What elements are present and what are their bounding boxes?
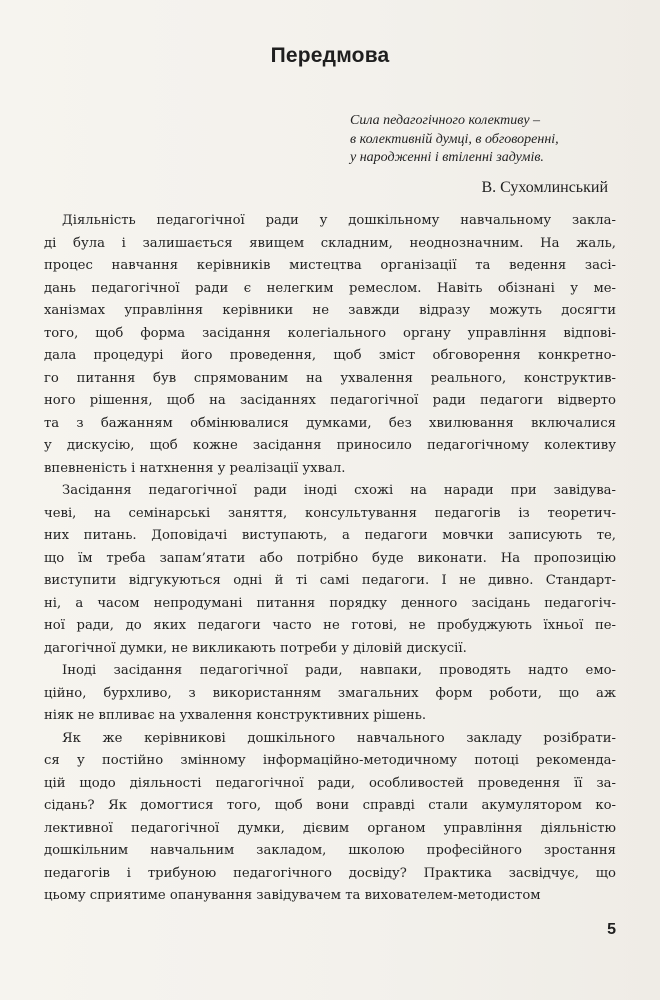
text-line: ханізмах управління керівники не завжди відразу можуть досягти: [44, 303, 616, 318]
paragraph-4: [44, 728, 616, 908]
paragraph-1: [44, 210, 616, 480]
text-line: педагогів і трибуною педагогічного досвіду? Практика засвідчує, що: [44, 865, 616, 881]
epigraph-line: в колективній думці, в обговоренні,: [350, 131, 559, 147]
text-line: ного рішення, щоб на засіданнях педагогічної ради педагоги відверто: [44, 393, 616, 408]
text-line: ніяк не впливає на ухвалення конструктивних рішень.: [44, 708, 427, 723]
text-line: процес навчання керівників мистецтва організації та ведення засі-: [44, 258, 616, 273]
text-line: та з бажанням обмінювалися думками, без хвилювання включалися: [44, 415, 616, 431]
text-line: Діяльність педагогічної ради у дошкільному навчальному закла-: [62, 213, 616, 228]
text-line: ся у постійно змінному інформаційно-методичному потоці рекоменда-: [44, 753, 616, 768]
text-line: виступити відгукуються одні й ті самі педагоги. І не дивно. Стандарт-: [44, 573, 616, 588]
text-line: того, щоб форма засідання колегіального органу управління відпові-: [44, 325, 616, 341]
text-line: дала процедурі його проведення, щоб зміст обговорення конкретно-: [44, 348, 616, 363]
text-line: Іноді засідання педагогічної ради, навпаки, проводять надто емо-: [62, 663, 616, 678]
text-line: дагогічної думки, не викликають потреби у діловій дискусії.: [44, 640, 467, 656]
text-line: ної ради, до яких педагоги часто не готові, не пробуджують їхньої пе-: [44, 618, 616, 633]
epigraph-author: В. Сухомлинський: [481, 179, 608, 196]
text-line: дошкільним навчальним закладом, школою професійного зростання: [44, 843, 616, 858]
epigraph: [350, 112, 615, 168]
page-number: 5: [607, 921, 616, 938]
paragraph-2: [44, 480, 616, 660]
text-line: ні, а часом непродумані питання порядку денного засідань педагогіч-: [44, 595, 616, 611]
text-line: них питань. Доповідачі виступають, а педагоги мовчки записують те,: [44, 528, 616, 543]
text-line: сідань? Як домогтися того, щоб вони справді стали акумулятором ко-: [44, 798, 616, 813]
epigraph-line: Сила педагогічного колективу –: [350, 113, 541, 128]
text-line: лективної педагогічної думки, дієвим органом управління діяльністю: [44, 820, 616, 836]
text-line: Засідання педагогічної ради іноді схожі на наради при завідува-: [62, 483, 616, 498]
body-text: [44, 210, 616, 908]
text-line: що їм треба запам’ятати або потрібно буде виконати. На пропозицію: [44, 550, 616, 566]
text-line: Як же керівникові дошкільного навчального закладу розібрати-: [62, 730, 616, 746]
text-line: ді була і залишається явищем складним, неоднозначним. На жаль,: [44, 235, 616, 251]
text-line: чеві, на семінарські заняття, консультування педагогів із теоретич-: [44, 505, 616, 521]
epigraph-line: у народженні і втіленні задумів.: [350, 150, 544, 165]
paragraph-3: [44, 660, 616, 728]
text-line: го питання був спрямованим на ухвалення реального, конструктив-: [44, 370, 616, 386]
page-title: Передмова: [270, 44, 390, 67]
text-line: дань педагогічної ради є нелегким ремеслом. Навіть обізнані у ме-: [44, 280, 616, 296]
text-line: цій щодо діяльності педагогічної ради, особливостей проведення її за-: [44, 775, 616, 791]
text-line: впевненість і натхнення у реалізації ухвал.: [44, 460, 346, 476]
text-line: цьому сприятиме опанування завідувачем та вихователем-методистом: [44, 888, 541, 903]
text-line: у дискусію, щоб кожне засідання приносило педагогічному колективу: [44, 438, 616, 453]
text-line: ційно, бурхливо, з використанням змагальних форм роботи, що аж: [44, 685, 616, 701]
